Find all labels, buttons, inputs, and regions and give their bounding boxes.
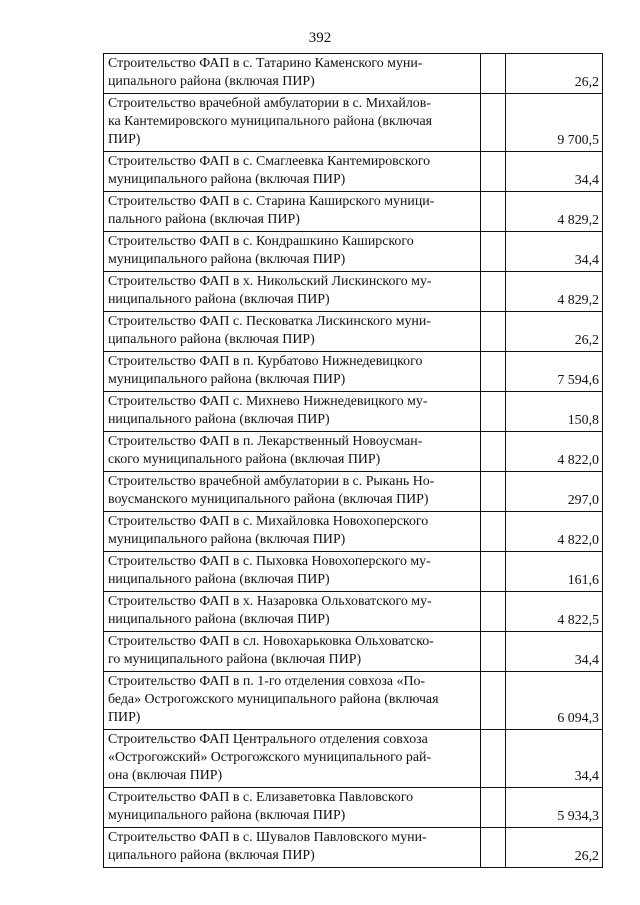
description-line: Строительство ФАП в с. Пыховка Новохоперского му- (108, 554, 431, 569)
empty-cell (481, 730, 506, 788)
amount-cell: 26,2 (506, 54, 603, 94)
description-line: Строительство ФАП в с. Старина Каширского муници- (108, 194, 435, 209)
description-line: Строительство ФАП с. Михнево Нижнедевицкого му- (108, 394, 428, 409)
project-description (104, 232, 481, 272)
table-row (104, 552, 603, 592)
description-line: Строительство ФАП в х. Назаровка Ольховатского му- (108, 594, 432, 609)
table-row (104, 632, 603, 672)
empty-cell (481, 672, 506, 730)
description-line: Строительство ФАП в с. Елизаветовка Павловского (108, 790, 414, 805)
description-line: ниципального района (включая ПИР) (108, 572, 330, 587)
table-row (104, 730, 603, 788)
amount-cell: 4 822,5 (506, 592, 603, 632)
description-line: Строительство врачебной амбулатории в с. Рыкань Но- (108, 474, 435, 489)
description-line: Строительство ФАП в х. Никольский Лискинского му- (108, 274, 432, 289)
description-line: Строительство ФАП в сл. Новохарьковка Ольховатско- (108, 634, 434, 649)
empty-cell (481, 312, 506, 352)
empty-cell (481, 592, 506, 632)
table-row (104, 352, 603, 392)
table-row (104, 94, 603, 152)
description-line: воусманского муниципального района (включая ПИР) (108, 492, 429, 507)
description-line: пального района (включая ПИР) (108, 212, 300, 227)
description-line: она (включая ПИР) (108, 768, 223, 783)
description-line: Строительство ФАП в с. Кондрашкино Каширского (108, 234, 414, 249)
project-description (104, 272, 481, 312)
description-line: «Острогожский» Острогожского муниципального рай- (108, 750, 432, 765)
table-row (104, 592, 603, 632)
project-description (104, 552, 481, 592)
project-description (104, 152, 481, 192)
description-line: Строительство ФАП с. Песковатка Лискинского муни- (108, 314, 431, 329)
amount-cell: 4 822,0 (506, 512, 603, 552)
amount-cell: 34,4 (506, 232, 603, 272)
empty-cell (481, 432, 506, 472)
description-line: Строительство ФАП в п. Курбатово Нижнедевицкого (108, 354, 423, 369)
table-row (104, 272, 603, 312)
project-description (104, 54, 481, 94)
empty-cell (481, 94, 506, 152)
table-row (104, 828, 603, 868)
description-line: муниципального района (включая ПИР) (108, 252, 346, 267)
description-line: ниципального района (включая ПИР) (108, 412, 330, 427)
amount-cell: 34,4 (506, 152, 603, 192)
description-line: Строительство ФАП в с. Шувалов Павловского муни- (108, 830, 427, 845)
description-line: Строительство ФАП в с. Михайловка Новохоперского (108, 514, 429, 529)
amount-cell: 26,2 (506, 828, 603, 868)
project-description (104, 512, 481, 552)
description-line: муниципального района (включая ПИР) (108, 172, 346, 187)
project-description (104, 392, 481, 432)
description-line: ципального района (включая ПИР) (108, 74, 315, 89)
description-line: ниципального района (включая ПИР) (108, 292, 330, 307)
amount-cell: 297,0 (506, 472, 603, 512)
description-line: Строительство ФАП Центрального отделения совхоза (108, 732, 428, 747)
empty-cell (481, 788, 506, 828)
empty-cell (481, 392, 506, 432)
amount-cell: 4 829,2 (506, 272, 603, 312)
description-line: ка Кантемировского муниципального района (включая (108, 114, 433, 129)
amount-cell: 6 094,3 (506, 672, 603, 730)
description-line: Строительство ФАП в с. Смаглеевка Кантемировского (108, 154, 431, 169)
amount-cell: 34,4 (506, 632, 603, 672)
empty-cell (481, 552, 506, 592)
budget-table (103, 53, 603, 868)
amount-cell: 26,2 (506, 312, 603, 352)
description-line: Строительство ФАП в с. Татарино Каменского муни- (108, 56, 423, 71)
empty-cell (481, 828, 506, 868)
description-line: го муниципального района (включая ПИР) (108, 652, 362, 667)
table-row (104, 152, 603, 192)
description-line: муниципального района (включая ПИР) (108, 532, 346, 547)
amount-cell: 161,6 (506, 552, 603, 592)
amount-cell: 150,8 (506, 392, 603, 432)
table-row (104, 312, 603, 352)
amount-cell: 34,4 (506, 730, 603, 788)
amount-cell: 5 934,3 (506, 788, 603, 828)
description-line: ципального района (включая ПИР) (108, 332, 315, 347)
project-description (104, 472, 481, 512)
description-line: Строительство ФАП в п. 1-го отделения совхоза «По- (108, 674, 426, 689)
project-description (104, 828, 481, 868)
empty-cell (481, 152, 506, 192)
empty-cell (481, 192, 506, 232)
project-description (104, 730, 481, 788)
amount-cell: 4 822,0 (506, 432, 603, 472)
description-line: ципального района (включая ПИР) (108, 848, 315, 863)
project-description (104, 94, 481, 152)
table-row (104, 472, 603, 512)
table-row (104, 788, 603, 828)
description-line: Строительство врачебной амбулатории в с. Михайлов- (108, 96, 431, 111)
table-body (104, 54, 603, 868)
description-line: ского муниципального района (включая ПИР) (108, 452, 381, 467)
description-line: ПИР) (108, 132, 141, 147)
project-description (104, 788, 481, 828)
description-line: Строительство ФАП в п. Лекарственный Новоусман- (108, 434, 423, 449)
empty-cell (481, 512, 506, 552)
table-row (104, 54, 603, 94)
description-line: муниципального района (включая ПИР) (108, 808, 346, 823)
empty-cell (481, 632, 506, 672)
amount-cell: 7 594,6 (506, 352, 603, 392)
description-line: ПИР) (108, 710, 141, 725)
project-description (104, 592, 481, 632)
table-row (104, 392, 603, 432)
amount-cell: 9 700,5 (506, 94, 603, 152)
project-description (104, 192, 481, 232)
empty-cell (481, 472, 506, 512)
table-row (104, 192, 603, 232)
project-description (104, 672, 481, 730)
empty-cell (481, 352, 506, 392)
description-line: муниципального района (включая ПИР) (108, 372, 346, 387)
project-description (104, 312, 481, 352)
description-line: беда» Острогожского муниципального района (включая (108, 692, 439, 707)
empty-cell (481, 232, 506, 272)
description-line: ниципального района (включая ПИР) (108, 612, 330, 627)
project-description (104, 632, 481, 672)
table-row (104, 232, 603, 272)
empty-cell (481, 54, 506, 94)
empty-cell (481, 272, 506, 312)
page-number: 392 (308, 30, 332, 46)
table-row (104, 432, 603, 472)
project-description (104, 352, 481, 392)
table-row (104, 672, 603, 730)
table-row (104, 512, 603, 552)
project-description (104, 432, 481, 472)
amount-cell: 4 829,2 (506, 192, 603, 232)
